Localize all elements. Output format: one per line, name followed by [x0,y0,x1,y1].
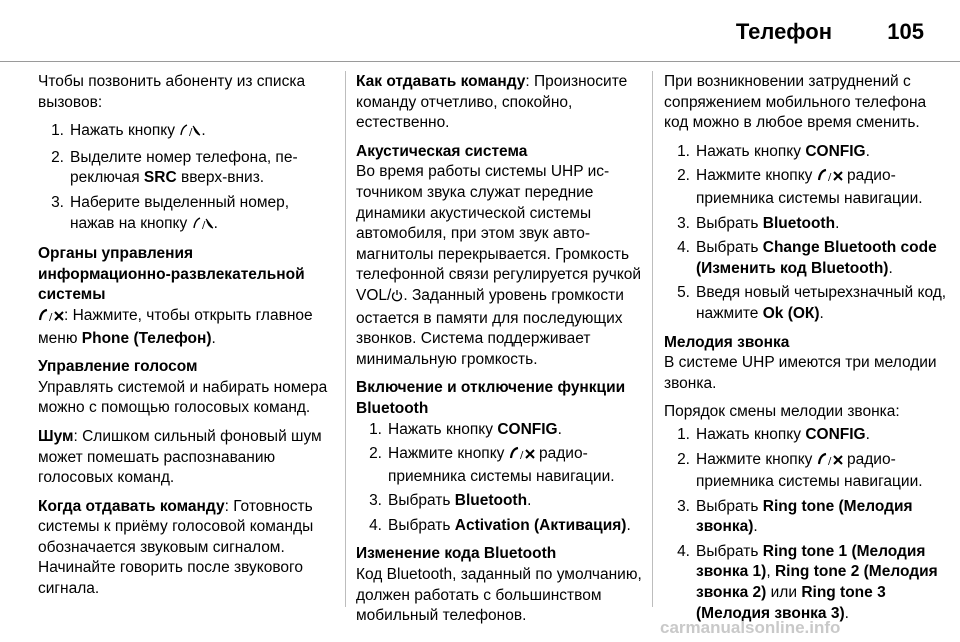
list-item: 3. Выбрать Bluetooth. [369,492,532,510]
paragraph: Порядок смены мелодии звонка: [664,403,900,421]
section-heading: Включение и отключение функции Bluetooth [356,379,626,417]
list-item: 3. Выбрать Ring tone (Мелодия звонка). [677,497,913,536]
svg-text:/: / [49,311,53,322]
section-heading: Управление голосом [38,358,198,376]
paragraph: Когда отдавать команду: Готовность системы к приёму голосовой команды обозначается звуковым сигналом. Начинайте говорить после звукового сигнала. [38,497,314,598]
phone-mute-icon [509,446,535,467]
column-divider [652,71,653,607]
paragraph: При возникновении затруднений с сопряжением мобильного телефона код можно в любое время сменить. [664,73,927,132]
section-heading: Изменение кода Bluetooth [356,545,557,563]
list-item: 1. Нажать кнопку CONFIG. [369,420,562,438]
call-list-steps [38,121,328,236]
call-end-icon [192,216,214,237]
section-heading: Акустическая система [356,142,528,160]
list-item: 2. Нажмите кнопку / радиоприемника системы навигации. [369,445,615,485]
svg-text:/: / [189,127,193,138]
column-2 [356,72,646,635]
section-heading: Мелодия звонка [664,333,790,351]
paragraph: Управлять системой и набирать номера можно с помощью голосовых команд. [38,378,328,417]
column-1 [38,72,328,608]
list-item: 3. Наберите выделенный номер, нажав на кнопку / . [38,193,328,236]
list-item: 3. Выбрать Bluetooth. [677,214,840,232]
list-item: 4. Выбрать Ring tone 1 (Мелодия звонка 1), Ring tone 2 (Мелодия звонка 2) или Ring tone 3 (Мелодия звонка 3). [677,542,938,622]
phone-mute-icon [38,308,64,329]
svg-text:/: / [201,219,205,230]
list-item: 2. Нажмите кнопку / радиоприемника системы навигации. [677,167,923,207]
svg-text:/: / [519,450,524,461]
column-3 [664,72,954,632]
svg-text:/: / [827,455,832,466]
power-icon [391,288,403,309]
paragraph: Чтобы позвонить абоненту из списка вызовов: [38,73,306,111]
header-rule [0,61,960,62]
list-item: 2. Нажмите кнопку / радиоприемника системы навигации. [677,450,923,491]
page-title: Телефон [735,19,832,44]
list-item: 2. Выделите номер телефона, переключая SRC вверх-вниз. [51,148,298,187]
watermark: carmanualsonline.info [660,618,841,637]
list-item: 5. Введя новый четырехзначный код, нажмите Ok (ОК). [677,284,947,322]
page-number: 105 [887,19,924,44]
paragraph: В системе UHP имеются три мелодии звонка. [664,354,937,392]
svg-text:/: / [827,172,832,183]
paragraph: Во время работы системы UHP источником звука служат передние динамики акустической системы автомобиля, при этом звук автомагнитолы перекрывается. Громкость телефонной связи регулируется ручкой VOL/ . Заданный уровень громкости остается в памяти для последующих звонков. Система поддерживает минимальную громкость. [356,163,642,368]
phone-mute-icon [817,168,843,189]
list-item: 4. Выбрать Change Bluetooth code (Изменить код Bluetooth). [677,239,937,277]
ring-tone-steps [664,425,954,624]
page-header [0,0,960,62]
paragraph: Как отдавать команду: Произносите команду отчетливо, спокойно, естественно. [356,73,628,132]
section-heading: Органы управления информационно-развлекательной системы [38,245,305,304]
paragraph: / : Нажмите, чтобы открыть главное меню Phone (Телефон). [38,306,313,347]
column-divider [345,71,346,607]
list-item: 1. Нажать кнопку CONFIG. [677,142,870,160]
change-code-steps [664,142,954,325]
list-item: 1. Нажать кнопку / . [38,121,328,144]
list-item: 4. Выбрать Activation (Активация). [369,516,631,534]
bluetooth-activation-steps [356,420,646,537]
paragraph: Шум: Слишком сильный фоновый шум может помешать распознаванию голосовых команд. [38,427,322,487]
call-end-icon [179,123,201,144]
list-item: 1. Нажать кнопку CONFIG. [677,425,870,443]
paragraph: Код Bluetooth, заданный по умолчанию, должен работать с большинством мобильный телефонов. [356,566,642,625]
phone-mute-icon [817,452,843,473]
